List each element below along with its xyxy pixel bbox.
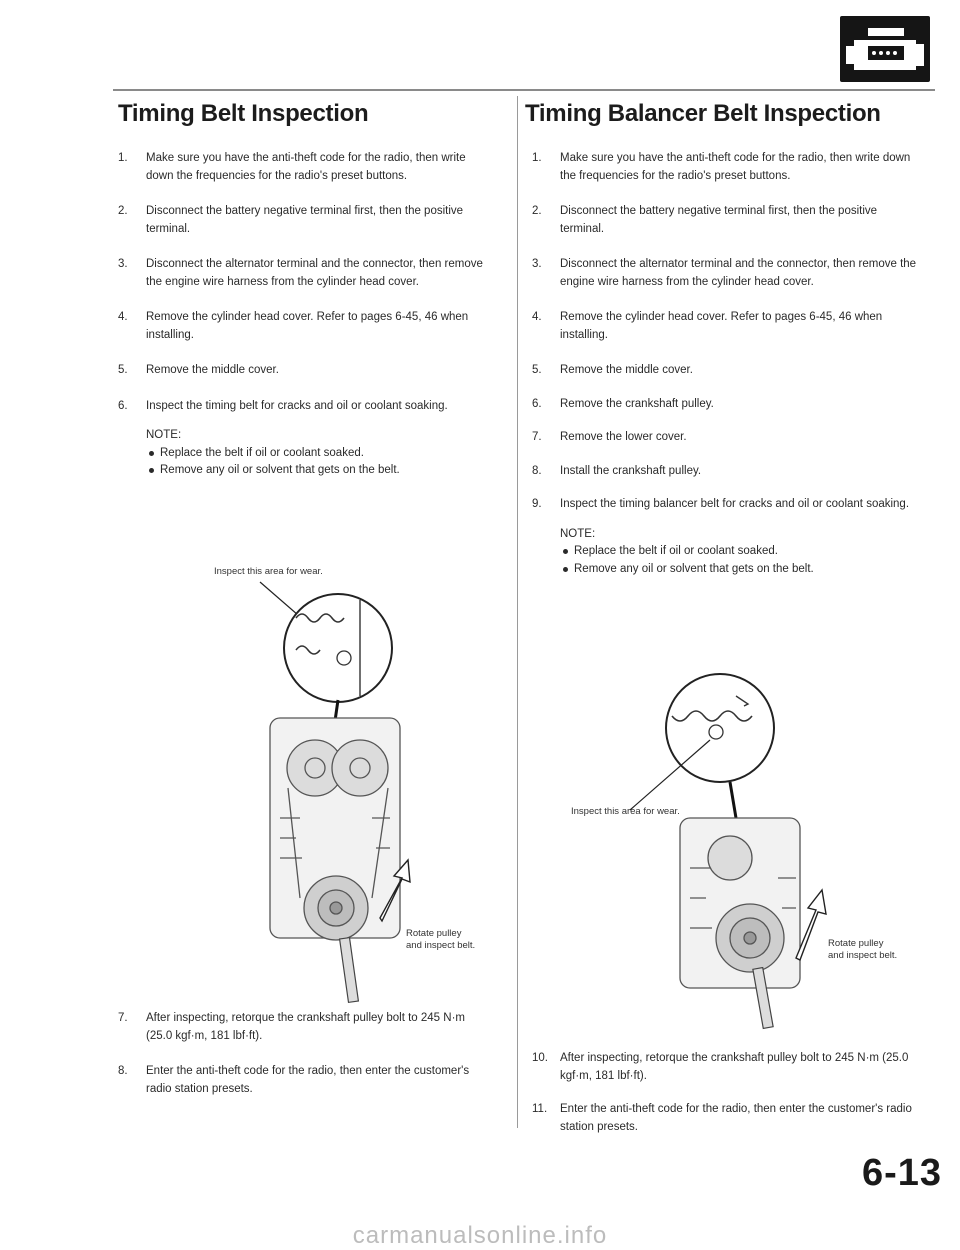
- step-item: [118, 362, 493, 380]
- fig-caption-rotate-line-1: Rotate pulley: [406, 928, 462, 939]
- step-number: 6.: [118, 399, 128, 412]
- step-item: [118, 398, 493, 416]
- step-number: 10.: [532, 1052, 548, 1064]
- step-item: [118, 256, 493, 291]
- page-number: 6-13: [861, 1152, 942, 1194]
- step-number: 2.: [532, 205, 542, 217]
- step-text: Disconnect the alternator terminal and the connector, then remove the engine wire harness from the cylinder head cover.: [146, 258, 483, 288]
- step-text: Enter the anti-theft code for the radio, then enter the customer's radio station presets.: [146, 1065, 470, 1095]
- step-text: Remove the cylinder head cover. Refer to pages 6-45, 46 when installing.: [146, 311, 469, 341]
- step-item: [532, 203, 924, 238]
- header-rule: [113, 89, 935, 91]
- right-section-title: Timing Balancer Belt Inspection: [525, 100, 881, 127]
- fig-caption-rotate: [828, 938, 897, 962]
- engine-icon: [840, 16, 930, 82]
- step-number: 2.: [118, 205, 128, 217]
- step-number: 11.: [532, 1103, 548, 1115]
- step-text: Remove the cylinder head cover. Refer to pages 6-45, 46 when installing.: [560, 311, 883, 341]
- note-bullet: Remove any oil or solvent that gets on the belt.: [532, 561, 924, 579]
- left-section-title: Timing Belt Inspection: [118, 100, 369, 127]
- right-steps: [532, 150, 924, 578]
- step-text: Make sure you have the anti-theft code for the radio, then write down the frequencies for the radio's preset buttons.: [560, 152, 911, 182]
- fig-caption-rotate-line-1: Rotate pulley: [828, 938, 884, 949]
- fig-caption-rotate-line-2: and inspect belt.: [406, 940, 476, 951]
- column-divider: [517, 96, 518, 1128]
- step-text: Inspect the timing belt for cracks and oil or coolant soaking.: [146, 399, 448, 412]
- step-text: Disconnect the battery negative terminal first, then the positive terminal.: [146, 205, 464, 235]
- step-number: 6.: [532, 397, 542, 410]
- left-steps-after: [118, 1010, 493, 1098]
- step-number: 5.: [532, 364, 542, 376]
- step-text: Remove the lower cover.: [560, 431, 687, 443]
- step-text: Disconnect the battery negative terminal first, then the positive terminal.: [560, 205, 878, 235]
- step-number: 5.: [118, 364, 128, 376]
- step-number: 3.: [118, 258, 128, 270]
- engine-section-icon: [840, 16, 930, 82]
- step-number: 4.: [118, 311, 128, 323]
- fig-caption-inspect: Inspect this area for wear.: [214, 566, 323, 577]
- step-text: After inspecting, retorque the crankshaft pulley bolt to 245 N·m (25.0 kgf·m, 181 lbf·ft).: [146, 1012, 465, 1042]
- step-text: Inspect the timing balancer belt for cracks and oil or coolant soaking.: [560, 498, 910, 510]
- fig-caption-rotate: [406, 928, 475, 952]
- step-item: [532, 1101, 924, 1136]
- step-text: Remove the middle cover.: [146, 364, 279, 376]
- step-text: Make sure you have the anti-theft code for the radio, then write down the frequencies for the radio's preset buttons.: [146, 152, 466, 182]
- note-bullet: Replace the belt if oil or coolant soaked.: [118, 445, 493, 463]
- note-bullet: Replace the belt if oil or coolant soaked.: [532, 543, 924, 561]
- fig-caption-rotate-line-2: and inspect belt.: [828, 950, 898, 961]
- step-number: 4.: [532, 311, 542, 323]
- step-item: [532, 362, 924, 380]
- timing-belt-illustration: [240, 578, 500, 1018]
- step-item: [532, 150, 924, 185]
- fig-caption-inspect: Inspect this area for wear.: [571, 806, 680, 817]
- step-number: 7.: [532, 431, 542, 443]
- step-item: [532, 1050, 924, 1085]
- step-item: [532, 429, 924, 447]
- step-item: [532, 463, 924, 481]
- step-text: After inspecting, retorque the crankshaft pulley bolt to 245 N·m (25.0 kgf·m, 181 lbf·ft).: [560, 1052, 909, 1082]
- step-item: [532, 396, 924, 414]
- step-item: [118, 150, 493, 185]
- step-item: [532, 256, 924, 291]
- note-label: NOTE:: [560, 527, 596, 540]
- note-bullet: Remove any oil or solvent that gets on the belt.: [118, 462, 493, 480]
- step-number: 8.: [532, 464, 542, 477]
- note-label: NOTE:: [146, 429, 182, 441]
- right-steps-after: [532, 1050, 924, 1136]
- step-number: 3.: [532, 258, 542, 270]
- step-text: Remove the middle cover.: [560, 364, 693, 376]
- watermark: carmanualsonline.info: [352, 1222, 608, 1249]
- step-text: Enter the anti-theft code for the radio, then enter the customer's radio station presets.: [560, 1103, 912, 1133]
- step-text: Disconnect the alternator terminal and the connector, then remove the engine wire harness from the cylinder head cover.: [560, 258, 917, 288]
- left-steps: [118, 150, 493, 480]
- step-item: [118, 203, 493, 238]
- step-item: [118, 309, 493, 344]
- step-number: 8.: [118, 1065, 128, 1077]
- step-text: Remove the crankshaft pulley.: [560, 397, 714, 410]
- step-number: 9.: [532, 498, 542, 510]
- step-number: 1.: [532, 152, 542, 164]
- step-number: 1.: [118, 152, 128, 164]
- step-item: [532, 496, 924, 514]
- step-number: 7.: [118, 1012, 128, 1024]
- step-item: [532, 309, 924, 344]
- balancer-belt-illustration: [600, 668, 900, 1038]
- step-item: [118, 1063, 493, 1098]
- step-text: Install the crankshaft pulley.: [560, 464, 702, 477]
- step-item: [118, 1010, 493, 1045]
